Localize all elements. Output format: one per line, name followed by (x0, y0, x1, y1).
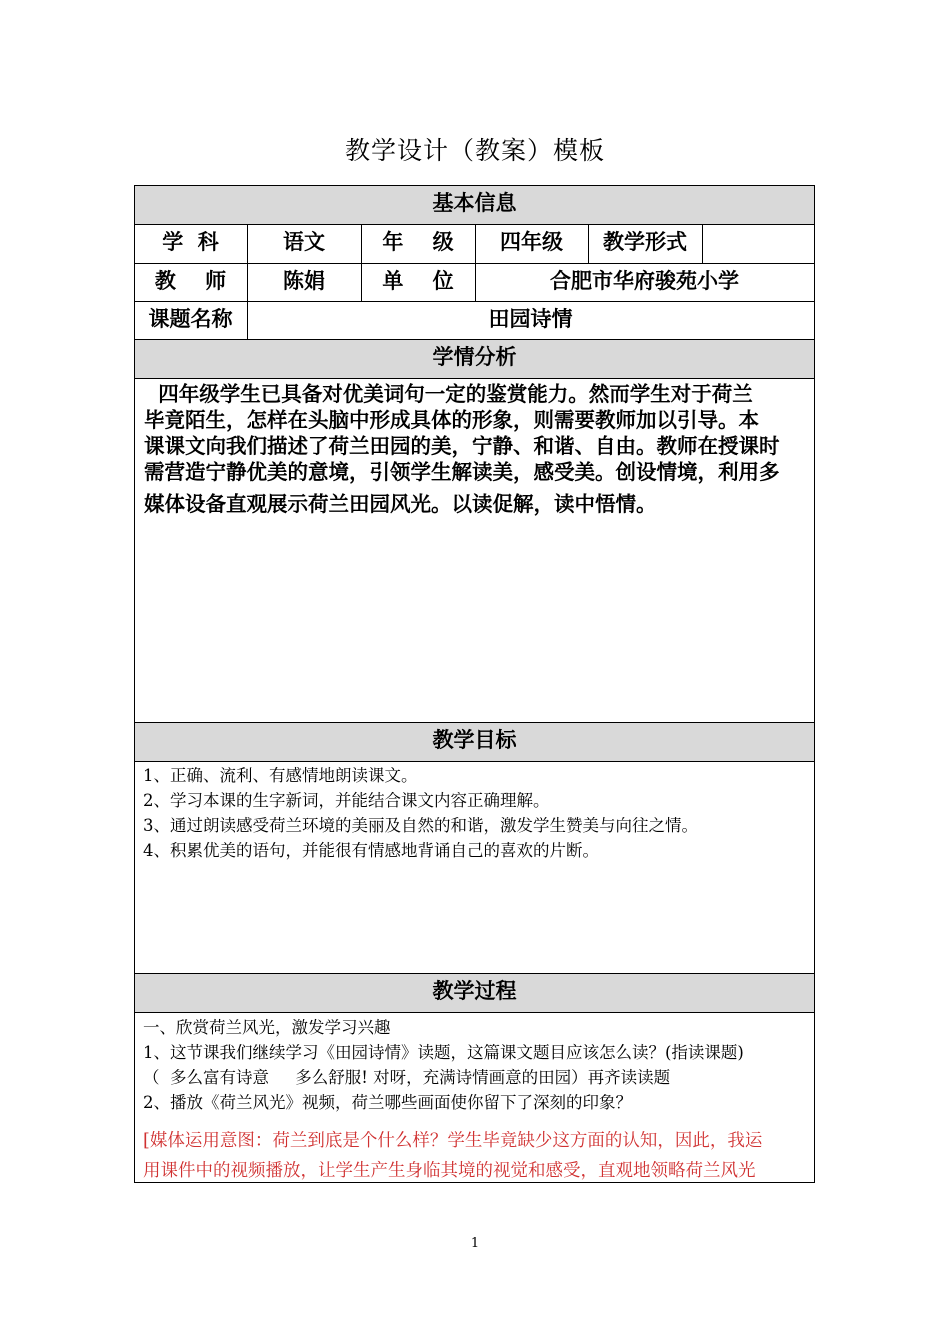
objectives-list (143, 763, 698, 863)
process-line: 2、播放《荷兰风光》视频，荷兰哪些画面使你留下了深刻的印象？ (143, 1093, 632, 1112)
process-line: （ 多么富有诗意 多么舒服! 对呀，充满诗情画意的田园）再齐读读题 (143, 1068, 671, 1087)
teacher-label: 教 师 (154, 269, 227, 293)
table-rule (134, 339, 815, 340)
section-header-objectives: 教学目标 (432, 728, 517, 752)
learning-analysis-text (144, 381, 806, 517)
subject-value: 语文 (283, 230, 325, 254)
table-rule (814, 185, 815, 1183)
unit-value: 合肥市华府骏苑小学 (550, 269, 739, 293)
media-note-line: 用课件中的视频播放，让学生产生身临其境的视觉和感受，直观地领略荷兰风光 (143, 1161, 756, 1181)
section-header-process: 教学过程 (432, 979, 517, 1003)
media-note-line: [媒体运用意图：荷兰到底是个什么样？学生毕竟缺少这方面的认知，因此，我运 (143, 1131, 763, 1151)
grade-value: 四年级 (500, 230, 563, 254)
analysis-line: 毕竟陌生，怎样在头脑中形成具体的形象，则需要教师加以引导。本 (144, 408, 759, 432)
subject-label: 学 科 (162, 230, 219, 254)
analysis-line: 媒体设备直观展示荷兰田园风光。以读促解，读中悟情。 (144, 492, 657, 516)
analysis-line: 需营造宁静优美的意境，引领学生解读美，感受美。创设情境，利用多 (144, 460, 780, 484)
table-rule (134, 722, 815, 723)
analysis-line: 课课文向我们描述了荷兰田园的美，宁静、和谐、自由。教师在授课时 (144, 434, 780, 458)
unit-label: 单 位 (382, 269, 454, 293)
page-number: 1 (470, 1236, 480, 1251)
objective-item: 3、通过朗读感受荷兰环境的美丽及自然的和谐，激发学生赞美与向往之情。 (143, 816, 698, 835)
topic-label: 课题名称 (148, 307, 233, 331)
teaching-form-label: 教学形式 (603, 230, 687, 254)
table-rule (702, 224, 703, 264)
media-note (143, 1126, 762, 1186)
table-rule (134, 185, 135, 1183)
table-rule (134, 1012, 815, 1013)
section-header-learning-analysis: 学情分析 (432, 345, 517, 369)
section-header-basic-info: 基本信息 (432, 191, 517, 215)
grade-label: 年 级 (382, 230, 454, 254)
objective-item: 1、正确、流利、有感情地朗读课文。 (143, 766, 418, 785)
table-rule (134, 761, 815, 762)
objective-item: 4、积累优美的语句，并能很有情感地背诵自己的喜欢的片断。 (143, 841, 599, 860)
objective-item: 2、学习本课的生字新词，并能结合课文内容正确理解。 (143, 791, 550, 810)
table-rule (134, 185, 815, 186)
process-line: 一、欣赏荷兰风光，激发学习兴趣 (143, 1018, 391, 1037)
analysis-line: 四年级学生已具备对优美词句一定的鉴赏能力。然而学生对于荷兰 (144, 382, 753, 406)
document-title: 教学设计（教案）模板 (344, 136, 605, 165)
topic-value: 田园诗情 (488, 307, 573, 331)
process-line: 1、这节课我们继续学习《田园诗情》读题，这篇课文题目应该怎么读？(指读课题) (143, 1043, 744, 1062)
table-rule (134, 973, 815, 974)
teacher-value: 陈娟 (283, 269, 325, 293)
process-list (143, 1015, 744, 1115)
table-rule (134, 378, 815, 379)
lesson-plan-table (134, 185, 815, 1183)
